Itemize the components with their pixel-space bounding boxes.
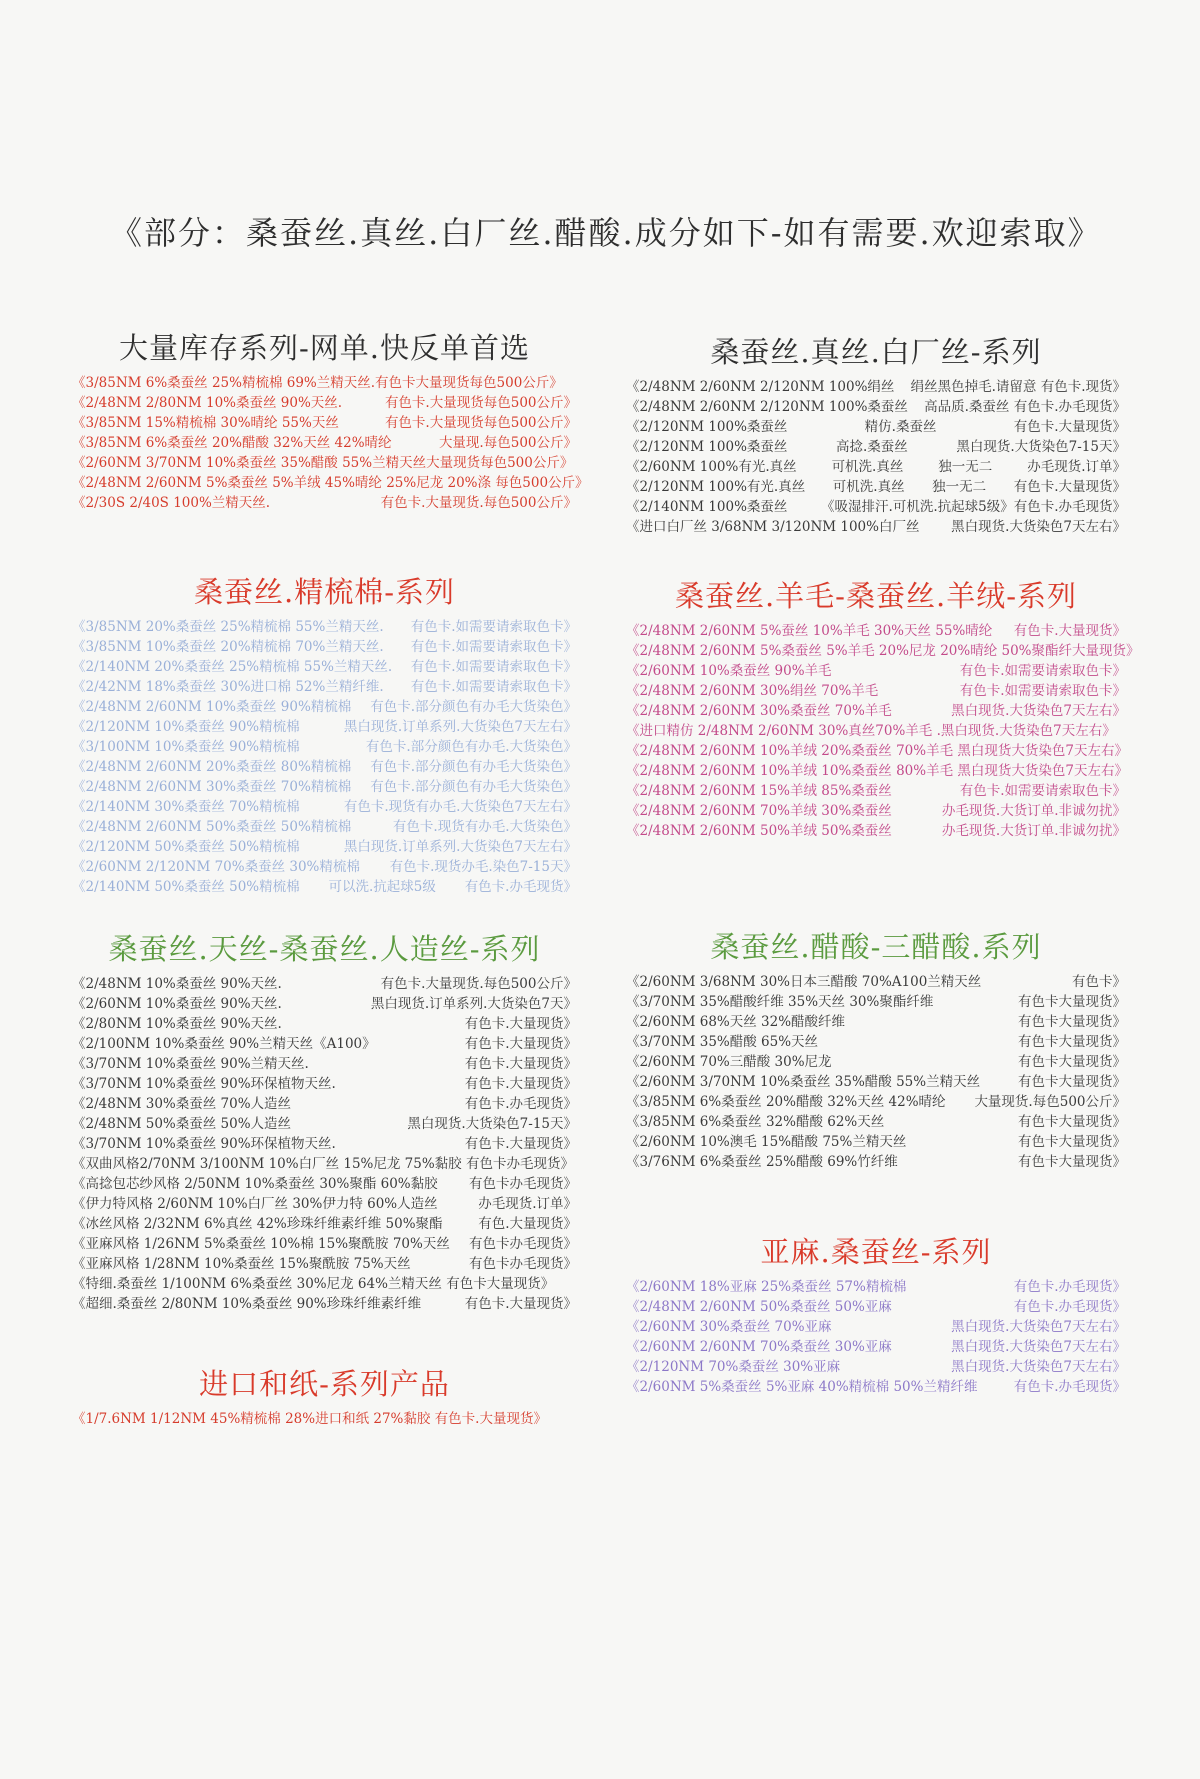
spec-row — [72, 637, 577, 657]
spec-cell: 有色卡.大量现货》 — [464, 1136, 577, 1152]
spec-cell: 《3/100NM 10%桑蚕丝 90%精梳棉 — [72, 739, 300, 755]
spec-cell: 《2/48NM 2/60NM 30%桑蚕丝 70%精梳棉 — [72, 779, 352, 795]
spec-cell: 《2/60NM 70%三醋酸 30%尼龙 — [626, 1054, 832, 1070]
spec-cell: 有色卡.大量现货》 — [464, 1016, 577, 1032]
stock-rows — [72, 373, 589, 513]
section-title-tencel: 桑蚕丝.天丝-桑蚕丝.人造丝-系列 — [108, 932, 541, 966]
spec-cell: 绢丝黑色掉毛.请留意 有色卡.现货》 — [910, 379, 1126, 395]
spec-cell: 《3/85NM 6%桑蚕丝 20%醋酸 32%天丝 42%晴纶 — [72, 435, 392, 451]
spec-cell: 《3/85NM 6%桑蚕丝 32%醋酸 62%天丝 — [626, 1114, 885, 1130]
silk-rows — [626, 377, 1126, 537]
spec-row — [626, 1012, 1126, 1032]
spec-cell: 《2/60NM 3/70NM 10%桑蚕丝 35%醋酸 55%兰精天丝大量现货每色500公斤》 — [72, 455, 574, 471]
section-title-paper: 进口和纸-系列产品 — [199, 1367, 450, 1401]
spec-row — [626, 992, 1126, 1012]
spec-row — [72, 817, 577, 837]
spec-cell: 《3/70NM 10%桑蚕丝 90%环保植物天丝. — [72, 1076, 336, 1092]
spec-cell: 有色卡.如需要请索取色卡》 — [410, 639, 577, 655]
spec-row — [72, 1234, 577, 1254]
spec-cell: 《2/48NM 2/60NM 50%羊绒 50%桑蚕丝 — [626, 823, 892, 839]
spec-cell: 大量现.每色500公斤》 — [438, 435, 577, 451]
spec-cell: 《3/70NM 10%桑蚕丝 90%兰精天丝. — [72, 1056, 309, 1072]
spec-cell: 《3/85NM 6%桑蚕丝 25%精梳棉 69%兰精天丝.有色卡大量现货每色500公斤》 — [72, 375, 563, 391]
spec-row — [72, 1254, 577, 1274]
spec-cell: 有色卡.部分颜色有办毛.大货染色》 — [365, 739, 577, 755]
spec-row — [626, 1112, 1126, 1132]
spec-cell: 《2/48NM 2/60NM 2/120NM 100%绢丝 — [626, 379, 895, 395]
spec-row — [626, 1092, 1126, 1112]
spec-cell: 黑白现货.大货染色7天左右》 — [951, 703, 1126, 719]
spec-cell: 《2/140NM 50%桑蚕丝 50%精梳棉 — [72, 879, 300, 895]
spec-row — [626, 1357, 1126, 1377]
spec-row — [626, 1152, 1126, 1172]
spec-cell: 《2/60NM 3/68NM 30%日本三醋酸 70%A100兰精天丝 — [626, 974, 982, 990]
spec-row — [626, 517, 1126, 537]
spec-cell: 《2/80NM 10%桑蚕丝 90%天丝. — [72, 1016, 282, 1032]
spec-cell: 办毛现货.订单》 — [1027, 459, 1126, 475]
spec-row — [72, 493, 577, 513]
spec-cell: 有色卡.部分颜色有办毛大货染色》 — [370, 699, 577, 715]
spec-cell: 有色卡.部分颜色有办毛大货染色》 — [370, 779, 577, 795]
spec-cell: 《3/70NM 35%醋酸纤维 35%天丝 30%聚酯纤维 — [626, 994, 934, 1010]
spec-row — [626, 477, 1126, 497]
spec-row — [72, 857, 577, 877]
spec-cell: 《3/70NM 35%醋酸 65%天丝 — [626, 1034, 819, 1050]
spec-row — [72, 877, 577, 897]
spec-cell: 《3/85NM 20%桑蚕丝 25%精梳棉 55%兰精天丝. — [72, 619, 384, 635]
spec-cell: 黑白现货.大货染色7天左右》 — [951, 1359, 1126, 1375]
spec-row — [72, 1134, 577, 1154]
spec-cell: 《2/120NM 100%有光.真丝 — [626, 479, 806, 495]
spec-cell: 《2/48NM 2/60NM 50%桑蚕丝 50%亚麻 — [626, 1299, 892, 1315]
spec-cell: 《2/48NM 2/60NM 30%桑蚕丝 70%羊毛 — [626, 703, 892, 719]
section-paper — [72, 1362, 577, 1429]
spec-row — [72, 837, 577, 857]
spec-cell: 《高捻包芯纱风格 2/50NM 10%桑蚕丝 30%聚酯 60%黏胶 — [72, 1176, 438, 1192]
tencel-rows — [72, 974, 577, 1314]
spec-cell: 大量现货.每色500公斤》 — [974, 1094, 1126, 1110]
section-title-linen: 亚麻.桑蚕丝-系列 — [760, 1235, 992, 1269]
section-linen — [626, 1230, 1126, 1397]
spec-cell: 有色卡.大量现货.每色500公斤》 — [380, 495, 577, 511]
section-title-wool: 桑蚕丝.羊毛-桑蚕丝.羊绒-系列 — [674, 579, 1078, 613]
spec-cell: 《2/48NM 2/60NM 30%绢丝 70%羊毛 — [626, 683, 879, 699]
section-silk — [626, 330, 1126, 537]
spec-cell: 黑白现货.大货染色7天左右》 — [951, 1319, 1126, 1335]
spec-cell: 高品质.桑蚕丝 有色卡.办毛现货》 — [924, 399, 1126, 415]
section-title-silk: 桑蚕丝.真丝.白厂丝-系列 — [710, 335, 1042, 369]
spec-row — [72, 413, 577, 433]
spec-cell: 《冰丝风格 2/32NM 6%真丝 42%珍珠纤维素纤维 50%聚酯 — [72, 1216, 443, 1232]
section-acetate — [626, 925, 1126, 1172]
spec-cell: 《特细.桑蚕丝 1/100NM 6%桑蚕丝 30%尼龙 64%兰精天丝 有色卡大量现货》 — [72, 1276, 555, 1292]
spec-cell: 《2/60NM 2/60NM 70%桑蚕丝 30%亚麻 — [626, 1339, 892, 1355]
spec-cell: 有色卡.如需要请索取色卡》 — [410, 679, 577, 695]
spec-cell: 有色卡大量现货》 — [1018, 994, 1126, 1010]
spec-cell: 有色卡.大量现货每色500公斤》 — [384, 395, 577, 411]
spec-row — [72, 697, 577, 717]
spec-cell: 《2/48NM 2/60NM 50%桑蚕丝 50%精梳棉 — [72, 819, 352, 835]
spec-row — [626, 641, 1140, 661]
spec-row — [626, 681, 1126, 701]
spec-cell: 《2/60NM 10%桑蚕丝 90%天丝. — [72, 996, 282, 1012]
paper-rows — [72, 1409, 577, 1429]
spec-cell: 《进口精仿 2/48NM 2/60NM 30%真丝70%羊毛 .黑白现货.大货染色7天左右》 — [626, 723, 1116, 739]
spec-cell: 《2/60NM 2/120NM 70%桑蚕丝 30%精梳棉 — [72, 859, 360, 875]
spec-cell: 《2/120NM 50%桑蚕丝 50%精梳棉 — [72, 839, 300, 855]
spec-cell: 有色卡.如需要请索取色卡》 — [959, 683, 1126, 699]
spec-cell: 大量现货》 — [1072, 643, 1140, 659]
spec-cell: 《3/85NM 10%桑蚕丝 20%精梳棉 70%兰精天丝. — [72, 639, 384, 655]
section-title-stock: 大量库存系列-网单.快反单首选 — [118, 331, 531, 365]
spec-cell: 《2/60NM 30%桑蚕丝 70%亚麻 — [626, 1319, 832, 1335]
spec-cell: 有色卡.部分颜色有办毛大货染色》 — [370, 759, 577, 775]
spec-cell: 有色卡办毛现货》 — [469, 1176, 577, 1192]
spec-cell: 《2/60NM 10%桑蚕丝 90%羊毛 — [626, 663, 832, 679]
spec-cell: 有色卡.现货有办毛.大货染色7天左右》 — [343, 799, 577, 815]
spec-row — [626, 497, 1126, 517]
spec-row — [626, 1072, 1126, 1092]
spec-row — [626, 397, 1126, 417]
spec-cell: 《2/60NM 68%天丝 32%醋酸纤维 — [626, 1014, 846, 1030]
spec-cell: 有色卡办毛现货》 — [469, 1256, 577, 1272]
spec-cell: 黑白现货.订单系列.大货染色7天左右》 — [343, 719, 577, 735]
spec-cell: 《1/7.6NM 1/12NM 45%精梳棉 28%进口和纸 27%黏胶 有色卡.大量现货》 — [72, 1411, 547, 1427]
spec-cell: 有色.大量现货》 — [478, 1216, 577, 1232]
spec-cell: 《亚麻风格 1/28NM 10%桑蚕丝 15%聚酰胺 75%天丝 — [72, 1256, 411, 1272]
spec-row — [72, 1074, 577, 1094]
section-wool — [626, 574, 1140, 841]
spec-cell: 可以洗.抗起球5级 — [328, 879, 436, 895]
spec-row — [626, 1337, 1126, 1357]
spec-row — [72, 473, 589, 493]
spec-cell: 《2/48NM 2/60NM 5%桑蚕丝 5%羊绒 45%晴纶 25%尼龙 20%涤 每色500公斤》 — [72, 475, 589, 491]
section-title-cotton: 桑蚕丝.精梳棉-系列 — [193, 575, 456, 609]
spec-cell: 有色卡.大量现货》 — [1013, 419, 1126, 435]
spec-cell: 黑白现货.大货染色7天左右》 — [951, 1339, 1126, 1355]
spec-cell: 《2/48NM 30%桑蚕丝 70%人造丝 — [72, 1096, 292, 1112]
spec-cell: 黑白现货.大货染色7-15天》 — [407, 1116, 577, 1132]
spec-row — [72, 677, 577, 697]
spec-row — [72, 797, 577, 817]
spec-cell: 有色卡.大量现货》 — [464, 1056, 577, 1072]
spec-cell: 《2/48NM 2/60NM 70%羊绒 30%桑蚕丝 — [626, 803, 892, 819]
spec-cell: 有色卡.如需要请索取色卡》 — [410, 619, 577, 635]
page-title: 《部分：桑蚕丝.真丝.白厂丝.醋酸.成分如下-如有需要.欢迎索取》 — [110, 214, 1102, 252]
spec-cell: 《2/60NM 18%亚麻 25%桑蚕丝 57%精梳棉 — [626, 1279, 907, 1295]
spec-cell: 有色卡.现货办毛.染色7-15天》 — [389, 859, 577, 875]
spec-row — [72, 757, 577, 777]
spec-cell: 独一无二 — [932, 479, 987, 495]
spec-row — [626, 377, 1126, 397]
spec-cell: 《3/85NM 6%桑蚕丝 20%醋酸 32%天丝 42%晴纶 — [626, 1094, 946, 1110]
cotton-rows — [72, 617, 577, 897]
spec-cell: 《2/48NM 2/80NM 10%桑蚕丝 90%天丝. — [72, 395, 343, 411]
spec-cell: 《2/48NM 2/60NM 5%桑蚕丝 5%羊毛 20%尼龙 20%晴纶 50%聚酯纤 — [626, 643, 1073, 659]
spec-row — [626, 621, 1126, 641]
spec-cell: 《双曲风格2/70NM 3/100NM 10%白厂丝 15%尼龙 75%黏胶 有色卡办毛现货》 — [72, 1156, 574, 1172]
spec-row — [626, 761, 1126, 781]
spec-cell: 有色卡大量现货》 — [1018, 1114, 1126, 1130]
spec-cell: 《2/42NM 18%桑蚕丝 30%进口棉 52%兰精纤维. — [72, 679, 384, 695]
spec-cell: 有色卡.大量现货》 — [1013, 479, 1126, 495]
spec-cell: 《2/60NM 3/70NM 10%桑蚕丝 35%醋酸 55%兰精天丝 — [626, 1074, 981, 1090]
spec-cell: 《2/120NM 100%桑蚕丝 — [626, 419, 788, 435]
spec-row — [72, 1294, 577, 1314]
spec-cell: 办毛现货.大货订单.非诚勿扰》 — [941, 803, 1126, 819]
spec-cell: 黑白现货.大货染色7天左右》 — [951, 519, 1126, 535]
spec-cell: 《2/48NM 10%桑蚕丝 90%天丝. — [72, 976, 282, 992]
spec-cell: 《亚麻风格 1/26NM 5%桑蚕丝 10%棉 15%聚酰胺 70%天丝 — [72, 1236, 450, 1252]
spec-cell: 黑白现货.订单系列.大货染色7天》 — [370, 996, 577, 1012]
spec-row — [626, 1317, 1126, 1337]
spec-cell: 有色卡大量现货》 — [1018, 1134, 1126, 1150]
spec-row — [72, 1214, 577, 1234]
spec-row — [626, 741, 1126, 761]
spec-cell: 有色卡.现货有办毛.大货染色》 — [392, 819, 577, 835]
spec-cell: 有色卡.大量现货》 — [464, 1076, 577, 1092]
spec-row — [72, 1194, 577, 1214]
spec-cell: 《2/140NM 20%桑蚕丝 25%精梳棉 55%兰精天丝. — [72, 659, 393, 675]
spec-row — [72, 433, 577, 453]
spec-cell: 有色卡大量现货》 — [1018, 1014, 1126, 1030]
spec-row — [626, 417, 1126, 437]
spec-cell: 有色卡.如需要请索取色卡》 — [959, 783, 1126, 799]
spec-cell: 《2/60NM 100%有光.真丝 — [626, 459, 797, 475]
spec-cell: 独一无二 — [938, 459, 993, 475]
spec-row — [626, 701, 1126, 721]
spec-row — [72, 453, 577, 473]
spec-row — [72, 994, 577, 1014]
spec-row — [72, 1054, 577, 1074]
section-tencel — [72, 927, 577, 1314]
spec-cell: 有色卡.办毛现货》 — [1013, 1299, 1126, 1315]
spec-row — [626, 437, 1126, 457]
spec-row — [626, 1032, 1126, 1052]
spec-cell: 有色卡.如需要请索取色卡》 — [410, 659, 577, 675]
spec-cell: 办毛现货.订单》 — [478, 1196, 577, 1212]
spec-cell: 有色卡大量现货》 — [1018, 1074, 1126, 1090]
spec-cell: 黑白现货.大货染色7-15天》 — [956, 439, 1126, 455]
spec-row — [72, 1034, 577, 1054]
spec-cell: 有色卡.办毛现货》 — [1013, 1379, 1126, 1395]
spec-cell: 《2/48NM 2/60NM 10%桑蚕丝 90%精梳棉 — [72, 699, 352, 715]
spec-cell: 《2/120NM 10%桑蚕丝 90%精梳棉 — [72, 719, 300, 735]
spec-cell: 《2/48NM 2/60NM 10%羊绒 10%桑蚕丝 80%羊毛 黑白现货大货染色7天左右》 — [626, 763, 1128, 779]
spec-row — [72, 1274, 577, 1294]
section-stock — [72, 326, 589, 513]
spec-cell: 可机洗.真丝 — [832, 479, 905, 495]
acetate-rows — [626, 972, 1126, 1172]
spec-cell: 有色卡.办毛现货》 — [1013, 1279, 1126, 1295]
spec-cell: 《2/48NM 2/60NM 20%桑蚕丝 80%精梳棉 — [72, 759, 352, 775]
spec-cell: 有色卡.办毛现货》 — [464, 1096, 577, 1112]
section-cotton — [72, 570, 577, 897]
spec-row — [72, 1014, 577, 1034]
wool-rows — [626, 621, 1140, 841]
spec-cell: 《3/70NM 10%桑蚕丝 90%环保植物天丝. — [72, 1136, 336, 1152]
linen-rows — [626, 1277, 1126, 1397]
spec-row — [626, 1377, 1126, 1397]
spec-row — [626, 781, 1126, 801]
spec-row — [626, 1132, 1126, 1152]
spec-cell: 《2/48NM 2/60NM 5%蚕丝 10%羊毛 30%天丝 55%晴纶 — [626, 623, 993, 639]
spec-row — [72, 617, 577, 637]
spec-cell: 《3/85NM 15%精梳棉 30%晴纶 55%天丝 — [72, 415, 339, 431]
spec-row — [72, 777, 577, 797]
spec-cell: 《2/48NM 2/60NM 15%羊绒 85%桑蚕丝 — [626, 783, 892, 799]
spec-row — [626, 1297, 1126, 1317]
spec-row — [626, 801, 1126, 821]
spec-cell: 有色卡.大量现货.每色500公斤》 — [380, 976, 577, 992]
spec-cell: 《2/60NM 10%澳毛 15%醋酸 75%兰精天丝 — [626, 1134, 907, 1150]
spec-cell: 《吸湿排汗.可机洗.抗起球5级》有色卡.办毛现货》 — [821, 499, 1126, 515]
spec-cell: 有色卡.如需要请索取色卡》 — [959, 663, 1126, 679]
spec-cell: 有色卡.大量现货每色500公斤》 — [384, 415, 577, 431]
spec-cell: 有色卡大量现货》 — [1018, 1154, 1126, 1170]
spec-cell: 有色卡大量现货》 — [1018, 1054, 1126, 1070]
spec-row — [626, 1277, 1126, 1297]
spec-cell: 《进口白厂丝 3/68NM 3/120NM 100%白厂丝 — [626, 519, 920, 535]
spec-row — [72, 657, 577, 677]
spec-cell: 《2/120NM 70%桑蚕丝 30%亚麻 — [626, 1359, 841, 1375]
spec-row — [626, 821, 1126, 841]
spec-row — [72, 393, 577, 413]
spec-cell: 《2/48NM 2/60NM 2/120NM 100%桑蚕丝 — [626, 399, 908, 415]
spec-cell: 可机洗.真丝 — [831, 459, 904, 475]
spec-cell: 有色卡大量现货》 — [1018, 1034, 1126, 1050]
spec-row — [72, 1094, 577, 1114]
spec-cell: 《2/48NM 50%桑蚕丝 50%人造丝 — [72, 1116, 292, 1132]
spec-row — [72, 717, 577, 737]
spec-cell: 《2/60NM 5%桑蚕丝 5%亚麻 40%精梳棉 50%兰精纤维 — [626, 1379, 978, 1395]
spec-row — [72, 1154, 577, 1174]
spec-row — [72, 373, 577, 393]
spec-cell: 办毛现货.大货订单.非诚勿扰》 — [941, 823, 1126, 839]
spec-row — [626, 661, 1126, 681]
spec-cell: 《3/76NM 6%桑蚕丝 25%醋酸 69%竹纤维 — [626, 1154, 898, 1170]
spec-row — [626, 721, 1126, 741]
spec-row — [626, 972, 1126, 992]
spec-cell: 黑白现货.订单系列.大货染色7天左右》 — [343, 839, 577, 855]
spec-row — [626, 457, 1126, 477]
spec-row — [72, 1174, 577, 1194]
spec-cell: 《2/100NM 10%桑蚕丝 90%兰精天丝《A100》 — [72, 1036, 376, 1052]
spec-cell: 《超细.桑蚕丝 2/80NM 10%桑蚕丝 90%珍珠纤维素纤维 — [72, 1296, 422, 1312]
spec-cell: 《2/48NM 2/60NM 10%羊绒 20%桑蚕丝 70%羊毛 黑白现货大货染色7天左右》 — [626, 743, 1128, 759]
spec-cell: 有色卡.办毛现货》 — [464, 879, 577, 895]
spec-cell: 《2/30S 2/40S 100%兰精天丝. — [72, 495, 271, 511]
spec-row — [72, 1409, 577, 1429]
spec-cell: 有色卡》 — [1072, 974, 1126, 990]
spec-cell: 有色卡.大量现货》 — [1013, 623, 1126, 639]
spec-cell: 《2/120NM 100%桑蚕丝 — [626, 439, 788, 455]
spec-cell: 有色卡办毛现货》 — [469, 1236, 577, 1252]
spec-cell: 《伊力特风格 2/60NM 10%白厂丝 30%伊力特 60%人造丝 — [72, 1196, 438, 1212]
spec-row — [626, 1052, 1126, 1072]
spec-cell: 《2/140NM 30%桑蚕丝 70%精梳棉 — [72, 799, 300, 815]
spec-cell: 《2/140NM 100%桑蚕丝 — [626, 499, 788, 515]
spec-row — [72, 737, 577, 757]
spec-cell: 精仿.桑蚕丝 — [864, 419, 937, 435]
section-title-acetate: 桑蚕丝.醋酸-三醋酸.系列 — [710, 930, 1042, 964]
spec-cell: 有色卡.大量现货》 — [464, 1296, 577, 1312]
spec-row — [72, 1114, 577, 1134]
spec-row — [72, 974, 577, 994]
spec-cell: 有色卡.大量现货》 — [464, 1036, 577, 1052]
spec-cell: 高捻.桑蚕丝 — [836, 439, 908, 455]
